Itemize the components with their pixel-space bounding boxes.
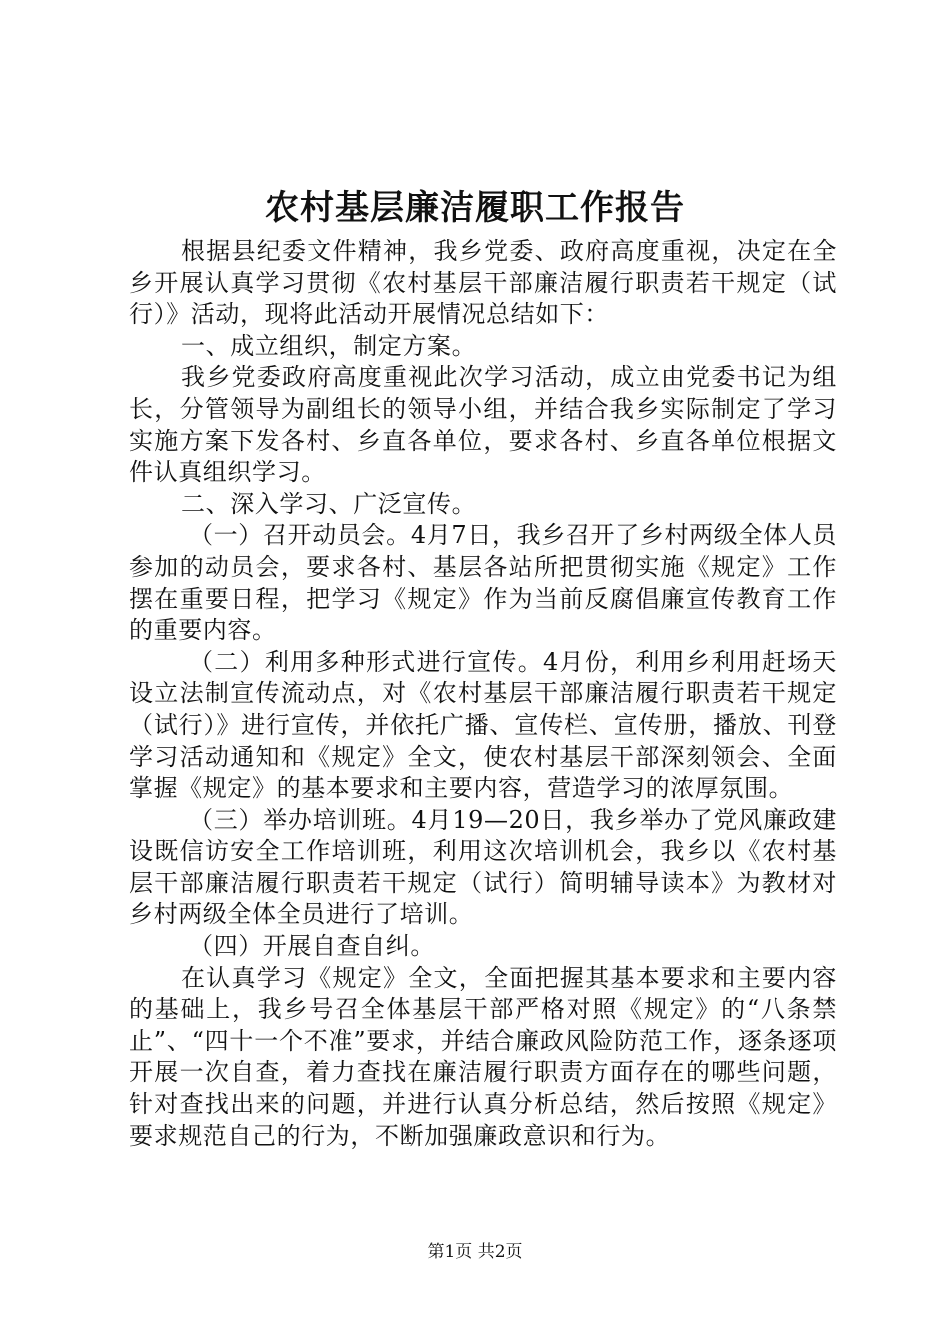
section-heading-1: 一、成立组织，制定方案。 [181, 331, 477, 360]
paragraph-publicity: （二）利用多种形式进行宣传。4月份，利用乡利用赶场天设立法制宣传流动点，对《农村基层干部廉洁履行职责若干规定（试行）》进行宣传，并依托广播、宣传栏、宣传册，播放、刊登学习活动通知和《规定》全文，使农村基层干部深刻领会、全面掌握《规定》的基本要求和主要内容，营造学习的浓厚氛围。 [129, 647, 837, 803]
paragraph-mobilization: （一）召开动员会。4月7日，我乡召开了乡村两级全体人员参加的动员会，要求各村、基层各站所把贯彻实施《规定》工作摆在重要日程，把学习《规定》作为当前反腐倡廉宣传教育工作的重要内容。 [129, 521, 837, 645]
subsection-heading-self-check: （四）开展自查自纠。 [189, 932, 435, 961]
page-number-footer: 第1页 共2页 [427, 1242, 523, 1262]
document-title: 农村基层廉洁履职工作报告 [265, 188, 685, 228]
paragraph-training: （三）举办培训班。4月19—20日，我乡举办了党风廉政建设既信访安全工作培训班，利用这次培训机会，我乡以《农村基层干部廉洁履行职责若干规定（试行）简明辅导读本》为教材对乡村两级全体全员进行了培训。 [129, 805, 837, 929]
section-heading-2: 二、深入学习、广泛宣传。 [181, 489, 477, 518]
paragraph-organization: 我乡党委政府高度重视此次学习活动，成立由党委书记为组长，分管领导为副组长的领导小组，并结合我乡实际制定了学习实施方案下发各村、乡直各单位，要求各村、乡直各单位根据文件认真组织学习。 [129, 363, 837, 487]
paragraph-self-check: 在认真学习《规定》全文，全面把握其基本要求和主要内容的基础上，我乡号召全体基层干部严格对照《规定》的“八条禁止”、“四十一个不准”要求，并结合廉政风险防范工作，逐条逐项开展一次自查，着力查找在廉洁履行职责方面存在的哪些问题，针对查找出来的问题，并进行认真分析总结，然后按照《规定》要求规范自己的行为，不断加强廉政意识和行为。 [129, 963, 837, 1150]
document-body [129, 236, 837, 1152]
paragraph-intro: 根据县纪委文件精神，我乡党委、政府高度重视，决定在全乡开展认真学习贯彻《农村基层干部廉洁履行职责若干规定（试行）》活动，现将此活动开展情况总结如下： [129, 237, 837, 329]
